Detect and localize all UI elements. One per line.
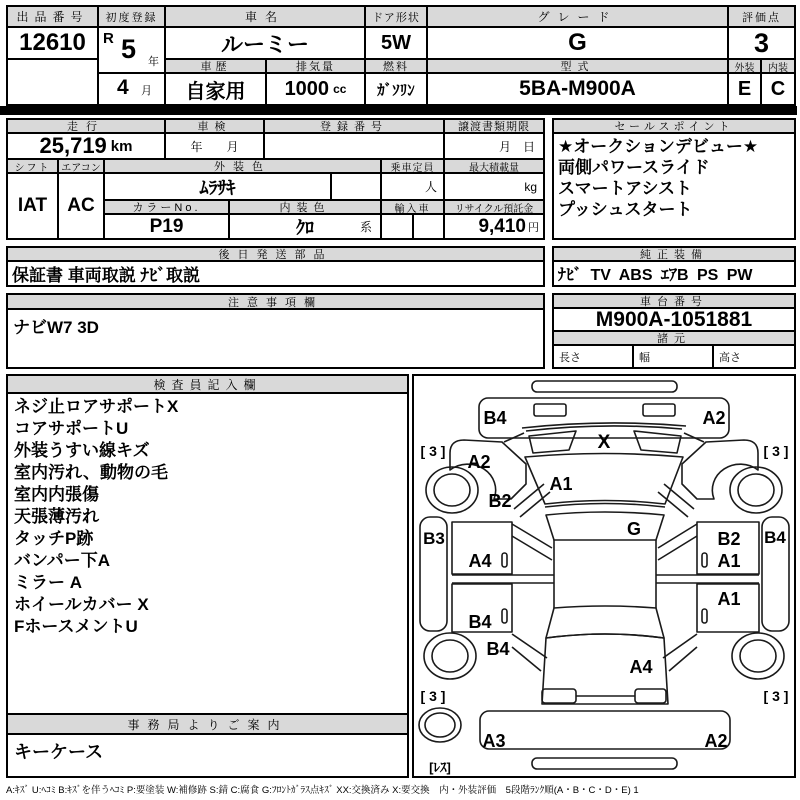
inspector-item: 室内内張傷	[14, 485, 99, 504]
right-front-door-handle	[702, 553, 707, 567]
equipment-value: ﾅﾋﾞ TV ABS ｴｱB PS PW	[558, 267, 753, 284]
right-b-pillar	[658, 524, 697, 548]
mileage-header: 走行	[8, 120, 166, 134]
transfer-deadline-header: 譲渡書類期限	[445, 120, 543, 134]
inspector-item: FホースメントU	[14, 617, 138, 636]
capacity-header: 乗車定員	[382, 160, 445, 174]
left-rear-door-handle	[502, 609, 507, 623]
lot-number-header: 出品番号	[8, 7, 99, 28]
recycle-value-cell	[445, 215, 543, 238]
rear-left-wheel-inner	[432, 640, 468, 672]
tail-light-left	[542, 689, 576, 703]
sales-points-box	[552, 118, 796, 240]
sales-point: プッシュスタート	[558, 200, 693, 219]
payload-value: kg	[445, 174, 543, 201]
inspector-list	[8, 394, 407, 713]
rear-bumper	[480, 711, 730, 749]
tire-depth-front-right: [ 3 ]	[763, 443, 789, 459]
spec-header: 諸元	[554, 332, 794, 346]
mileage-unit: km	[110, 137, 133, 155]
cowl-line	[526, 426, 682, 431]
first-reg-year-unit: 年	[148, 56, 159, 68]
later-parts-value: 保証書 車両取説 ﾅﾋﾞ取説	[12, 266, 200, 285]
history-header: 車歴	[166, 60, 267, 74]
damage-mark-left-pillar: B2	[488, 491, 512, 511]
payload-header: 最大積載量	[445, 160, 543, 174]
damage-mark-left-rear-door: B4	[468, 612, 492, 632]
spare-tire-inner	[425, 713, 455, 737]
inspector-item: ミラー A	[14, 573, 82, 592]
model-code-header: 型式	[428, 60, 729, 74]
front-bumper-strip	[532, 381, 677, 392]
fuel-header: 燃料	[366, 60, 428, 74]
model-code-value: 5BA-M900A	[428, 74, 729, 104]
first-reg-year: 5	[121, 34, 137, 64]
import-car-cell-1	[382, 215, 414, 238]
office-value: キーケース	[14, 742, 104, 762]
front-grille-right	[643, 404, 675, 416]
inspector-item: 外装うすい線キズ	[14, 441, 150, 460]
grade-header: グレード	[428, 7, 729, 28]
chassis-header: 車台番号	[554, 295, 794, 309]
first-reg-header: 初度登録	[99, 7, 166, 28]
left-front-door-handle	[502, 553, 507, 567]
sales-points-header: セールスポイント	[554, 120, 794, 134]
recycle-unit: 円	[528, 221, 539, 234]
damage-mark-rear-bumper-left: A3	[482, 731, 506, 751]
mileage-value: 25,719	[39, 134, 107, 158]
inspector-item: タッチP跡	[14, 529, 94, 548]
interior-color-value: ｸﾛ	[296, 217, 314, 238]
grade-value: G	[428, 28, 729, 60]
damage-mark-windshield: X	[597, 432, 611, 453]
transfer-deadline-value: 月 日	[445, 134, 543, 160]
later-parts-header: 後日発送部品	[8, 248, 543, 262]
door-shape-header: ドア形状	[366, 7, 428, 28]
damage-mark-left-fender: A2	[467, 452, 491, 472]
shift-header: シフト	[8, 160, 59, 174]
recycle-value: 9,410	[478, 215, 526, 237]
separator-bar	[0, 106, 797, 115]
top-table	[6, 5, 796, 106]
info-table	[6, 118, 545, 240]
lot-empty-cell	[8, 60, 99, 104]
damage-mark-tailgate: A4	[629, 657, 653, 677]
damage-mark-right-front-door: A1	[717, 551, 741, 571]
chassis-value: M900A-1051881	[554, 309, 794, 332]
sales-points-list	[554, 134, 794, 238]
inspector-item: 室内汚れ、動物の毛	[14, 463, 169, 482]
recycle-header: リサイクル預託金	[445, 201, 543, 215]
car-name-value: ルーミー	[166, 28, 366, 60]
import-car-header: 輸入車	[382, 201, 445, 215]
interior-color-header: 内装色	[230, 201, 382, 215]
mileage-value-cell	[8, 134, 166, 160]
legend-line: A:ｷｽﾞ U:ﾍｺﾐ B:ｷｽﾞを伴うﾍｺﾐ P:要塗装 W:補修跡 S:錆 C:腐食 G:ﾌﾛﾝﾄｶﾞﾗｽ点ｷｽﾞ XX:交換済み X:要交換 内・外装評価 5段階ﾗﾝｸ順(A・B・C・D・E) 1	[6, 785, 639, 796]
car-name-header: 車名	[166, 7, 366, 28]
car-diagram	[414, 376, 794, 776]
damage-mark-rear-bumper-right: A2	[704, 731, 728, 751]
spec-length-cell: 長さ	[554, 346, 634, 367]
inspector-header: 検査員記入欄	[8, 376, 407, 394]
spec-width-cell: 幅	[634, 346, 714, 367]
door-shape-value: 5W	[366, 28, 428, 60]
displacement-header: 排気量	[267, 60, 366, 74]
displacement-unit: cc	[333, 82, 347, 96]
damage-mark-hood-left: B4	[483, 408, 507, 428]
exterior-color-header: 外装色	[105, 160, 382, 174]
later-parts-box	[6, 246, 545, 287]
inspection-header: 車検	[166, 120, 265, 134]
tire-depth-front-left: [ 3 ]	[420, 443, 446, 459]
inspector-item: バンパー下A	[14, 551, 111, 570]
displacement-value: 1000	[284, 77, 330, 100]
spare-tire-less-mark: [ﾚｽ]	[429, 760, 451, 775]
lot-number-value: 12610	[8, 28, 99, 60]
color-no-header: カラーNo.	[105, 201, 230, 215]
interior-color-value-cell	[230, 215, 382, 238]
rear-bumper-strip	[532, 758, 677, 769]
aircon-header: エアコン	[59, 160, 105, 174]
wiper-panel-left	[529, 431, 576, 453]
left-a-pillar	[514, 484, 544, 509]
interior-color-suffix: 系	[359, 220, 372, 234]
front-left-wheel-inner	[434, 474, 470, 506]
inspector-item: 天張薄汚れ	[14, 507, 99, 526]
exterior-color-extra-cell	[332, 174, 382, 201]
damage-mark-roof: G	[626, 519, 642, 539]
right-front-fender	[682, 440, 758, 499]
car-diagram-box	[412, 374, 796, 778]
exterior-grade-header: 外装	[729, 60, 762, 74]
reg-number-header: 登録番号	[265, 120, 445, 134]
sales-point: ★オークションデビュー★	[558, 137, 759, 156]
exterior-color-value: ﾑﾗｻｷ	[105, 174, 332, 201]
color-no-value: P19	[105, 215, 230, 238]
tail-light-right	[635, 689, 666, 703]
roof-panel	[546, 512, 664, 540]
first-reg-month: 4	[117, 76, 129, 99]
inspector-item: ホイールカバー X	[14, 595, 149, 614]
inspector-box	[6, 374, 409, 715]
right-rear-door-handle	[702, 609, 707, 623]
damage-mark-left-rocker: B3	[423, 529, 445, 548]
sales-point: 両側パワースライド	[558, 158, 710, 177]
chassis-box	[552, 293, 796, 369]
first-reg-era: R	[103, 30, 114, 47]
wiper-panel-right	[634, 431, 681, 453]
inspector-item: ネジ止ロアサポートX	[14, 397, 179, 416]
displacement-value-cell	[267, 74, 366, 104]
spec-height-cell: 高さ	[719, 351, 741, 364]
aircon-value: AC	[59, 174, 105, 238]
damage-mark-hood-right: A2	[702, 408, 726, 428]
tire-depth-rear-left: [ 3 ]	[420, 688, 446, 704]
caution-value: ナビW7 3D	[13, 318, 99, 337]
caution-header: 注意事項欄	[8, 295, 543, 310]
fuel-value: ｶﾞｿﾘﾝ	[366, 74, 428, 104]
inspection-value: 年 月	[166, 134, 265, 160]
score-header: 評価点	[729, 7, 794, 28]
sales-point: スマートアシスト	[558, 179, 692, 198]
damage-mark-left-front-door: A4	[468, 551, 492, 571]
right-c-pillar	[663, 634, 697, 658]
left-b-pillar	[512, 524, 552, 548]
damage-mark-right-door-upper: B2	[717, 529, 741, 549]
exterior-grade-value: E	[729, 74, 762, 104]
caution-box	[6, 293, 545, 369]
tire-depth-rear-right: [ 3 ]	[763, 688, 789, 704]
capacity-value: 人	[382, 174, 445, 201]
interior-grade-header: 内装	[762, 60, 794, 74]
roof-front-crease	[545, 504, 665, 508]
inspector-item: コアサポートU	[14, 419, 129, 438]
office-box	[6, 713, 409, 778]
left-b-pillar	[512, 536, 552, 560]
front-right-wheel-inner	[738, 474, 774, 506]
damage-mark-right-rear-door: A1	[717, 589, 741, 609]
import-car-cell-2	[414, 215, 445, 238]
right-b-pillar	[658, 536, 697, 560]
first-reg-month-unit: 月	[141, 85, 152, 97]
damage-mark-right-rocker: B4	[764, 528, 786, 547]
damage-mark-windshield-glass: A1	[549, 474, 573, 494]
shift-value: IAT	[8, 174, 59, 238]
history-value: 自家用	[166, 74, 267, 104]
interior-grade-value: C	[770, 77, 786, 100]
equipment-box	[552, 246, 796, 287]
first-reg-month-cell	[99, 74, 166, 104]
damage-mark-left-quarter: B4	[486, 639, 510, 659]
equipment-header: 純正装備	[554, 248, 794, 262]
reg-number-value	[265, 134, 445, 160]
first-reg-year-cell	[99, 28, 166, 74]
left-c-pillar	[512, 634, 547, 658]
rear-right-wheel-inner	[740, 640, 776, 672]
office-header: 事務局よりご案内	[8, 715, 407, 735]
score-value: 3	[729, 28, 794, 60]
front-grille-left	[534, 404, 566, 416]
